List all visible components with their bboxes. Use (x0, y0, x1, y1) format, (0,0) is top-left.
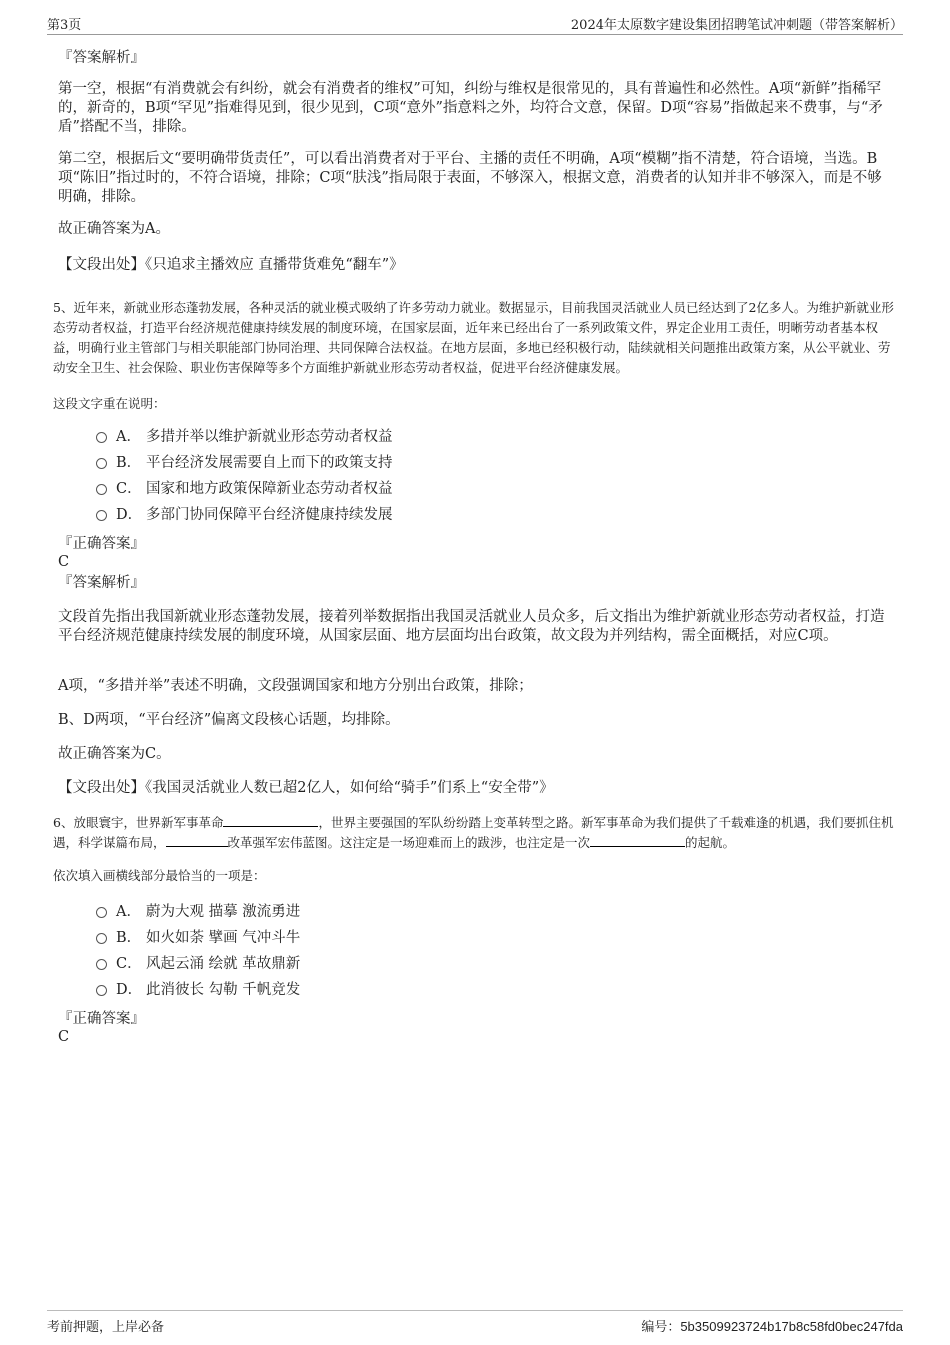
radio-icon[interactable] (96, 484, 107, 495)
analysis-paragraph: 第二空，根据后文“要明确带货责任”，可以看出消费者对于平台、主播的责任不明确，A项“模糊”指不清楚，符合语境，当选。B项“陈旧”指过时的，不符合语境，排除；C项“肤浅”指局限于表面，不够深入，根据文意，消费者的认知并非不够深入，而是不够明确，排除。 (58, 151, 882, 205)
analysis-paragraph: B、D两项，“平台经济”偏离文段核心话题，均排除。 (58, 712, 400, 728)
answer-label: 『正确答案』 (58, 536, 145, 552)
analysis-paragraph: 第一空，根据“有消费就会有纠纷，就会有消费者的维权”可知，纠纷与维权是很常见的，具有普遍性和必然性。A项“新鲜”指稀罕的，新奇的，B项“罕见”指难得见到，很少见到，C项“意外”指意料之外，均符合文意，保留。D项“容易”指做起来不费事，与“矛盾”搭配不当，排除。 (58, 81, 883, 135)
option-c[interactable]: C． 国家和地方政策保障新业态劳动者权益 (96, 480, 393, 498)
conclusion: 故正确答案为A。 (58, 221, 170, 237)
page-header (47, 14, 903, 35)
answer-label: 『正确答案』 (58, 1011, 145, 1027)
question-stem: 5、近年来，新就业形态蓬勃发展，各种灵活的就业模式吸纳了许多劳动力就业。数据显示，目前我国灵活就业人员已经达到了2亿多人。为维护新就业形态劳动者权益，打造平台经济规范健康持续发展的制度环境，在国家层面，近年来已经出台了一系列政策文件，界定企业用工责任，明晰劳动者基本权益，明确行业主管部门与相关职能部门协同治理、共同保障合法权益。在地方层面，多地已经积极行动，陆续就相关问题推出政策方案，从公平就业、劳动安全卫生、社会保险、职业伤害保障等多个方面维护新就业形态劳动者权益，促进平台经济健康发展。 (53, 300, 894, 375)
radio-icon[interactable] (96, 959, 107, 970)
option-d[interactable]: D． 此消彼长 勾勒 千帆竞发 (96, 981, 300, 999)
option-a[interactable]: A． 蔚为大观 描摹 激流勇进 (96, 903, 300, 921)
page-footer (47, 1310, 903, 1335)
question-stem: 6、放眼寰宇，世界新军事革命 ，世界主要强国的军队纷纷踏上变革转型之路。新军事革命为我们提供了千载难逢的机遇，我们要抓住机遇，科学谋篇布局， 改革强军宏伟蓝图。这注定是一场迎难而上的跋涉，也注定是一次 的起航。 (53, 815, 894, 850)
answer-value: C (58, 554, 70, 570)
analysis-label: 『答案解析』 (58, 575, 145, 591)
answer-value: C (58, 1029, 70, 1045)
radio-icon[interactable] (96, 510, 107, 521)
source: 【文段出处】《只追求主播效应 直播带货难免“翻车”》 (58, 257, 404, 273)
option-c[interactable]: C． 风起云涌 绘就 革故鼎新 (96, 955, 300, 973)
fill-blank (166, 834, 228, 847)
question-prompt: 这段文字重在说明： (53, 396, 166, 411)
footer-slogan: 考前押题，上岸必备 (47, 1320, 165, 1335)
analysis-label: 『答案解析』 (58, 50, 145, 66)
analysis-paragraph: 文段首先指出我国新就业形态蓬勃发展，接着列举数据指出我国灵活就业人员众多，后文指出为维护新就业形态劳动者权益，打造平台经济规范健康持续发展的制度环境，从国家层面、地方层面均出台政策，故文段为并列结构，需全面概括，对应C项。 (58, 609, 885, 644)
option-a[interactable]: A． 多措并举以维护新就业形态劳动者权益 (96, 428, 393, 446)
source: 【文段出处】《我国灵活就业人数已超2亿人，如何给“骑手”们系上“安全带”》 (58, 780, 554, 796)
document-code: 编号：5b3509923724b17b8c58fd0bec247fda (641, 1319, 903, 1335)
radio-icon[interactable] (96, 907, 107, 918)
radio-icon[interactable] (96, 985, 107, 996)
document-title: 2024年太原数字建设集团招聘笔试冲刺题（带答案解析） (570, 18, 903, 33)
option-b[interactable]: B． 如火如荼 擘画 气冲斗牛 (96, 929, 300, 947)
page-number: 第3页 (47, 18, 82, 33)
option-b[interactable]: B． 平台经济发展需要自上而下的政策支持 (96, 454, 393, 472)
fill-blank (223, 814, 318, 827)
fill-blank (590, 834, 685, 847)
conclusion: 故正确答案为C。 (58, 746, 171, 762)
option-d[interactable]: D． 多部门协同保障平台经济健康持续发展 (96, 506, 393, 524)
analysis-paragraph: A项，“多措并举”表述不明确，文段强调国家和地方分别出台政策，排除； (58, 678, 533, 694)
radio-icon[interactable] (96, 933, 107, 944)
radio-icon[interactable] (96, 432, 107, 443)
question-prompt: 依次填入画横线部分最恰当的一项是： (53, 868, 266, 883)
radio-icon[interactable] (96, 458, 107, 469)
